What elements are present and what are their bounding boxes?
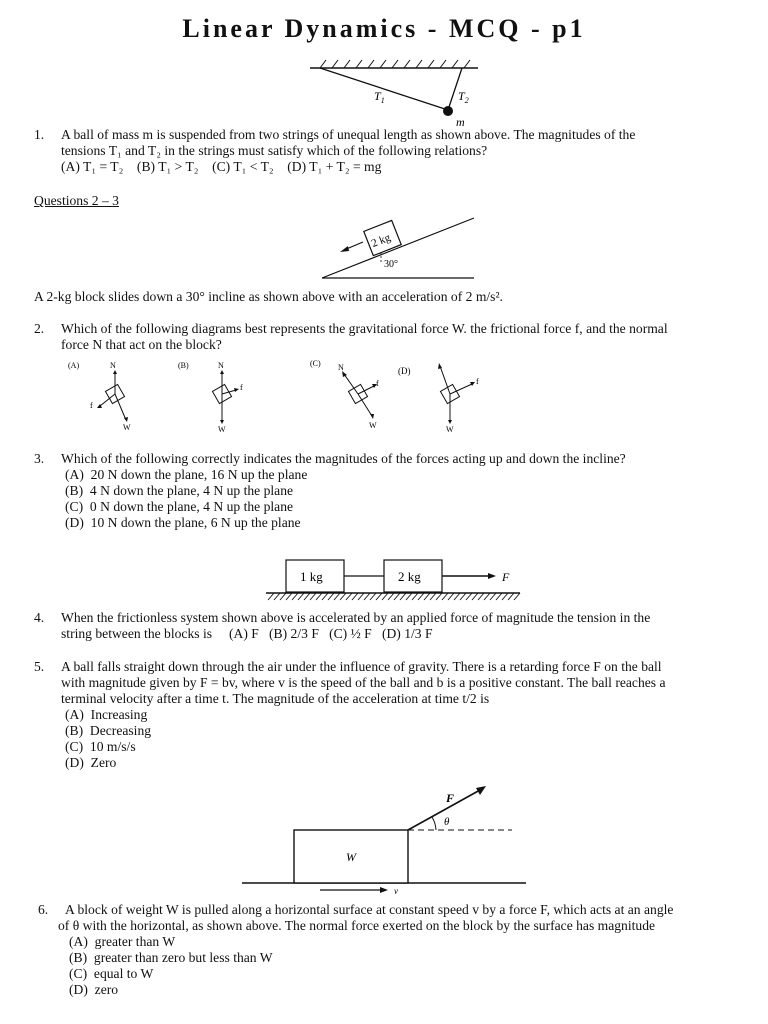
question-text: Which of the following diagrams best represents the gravitational force W. the frictional force f, and the normal (61, 321, 668, 336)
question-text: A ball of mass m is suspended from two strings of unequal length as shown above. The magnitudes of the (61, 127, 636, 142)
svg-text:N: N (338, 363, 344, 372)
svg-text:2 kg: 2 kg (369, 231, 393, 250)
svg-text:1 kg: 1 kg (300, 569, 323, 584)
question-number: 1. (34, 127, 45, 142)
option-c: (C) equal to W (69, 966, 154, 981)
questions-2-3-heading: Questions 2 – 3 (34, 193, 119, 208)
svg-text:F: F (446, 791, 455, 805)
svg-text:2 kg: 2 kg (398, 569, 421, 584)
svg-text:W: W (369, 421, 377, 430)
option-d: (D) 10 N down the plane, 6 N up the plane (65, 515, 301, 530)
question-text: When the frictionless system shown above is accelerated by an applied force of magnitude the tension in the (61, 610, 651, 625)
fbd-diagrams (60, 356, 500, 432)
question-options: string between the blocks is (A) F (B) 2/3 F (C) ½ F (D) 1/3 F (61, 626, 433, 641)
question-text: terminal velocity after a time t. The magnitude of the acceleration at time t/2 is (61, 691, 490, 706)
svg-text:W: W (446, 425, 454, 432)
svg-text:(C): (C) (310, 359, 321, 368)
questions-2-3-intro: A 2-kg block slides down a 30° incline as shown above with an acceleration of 2 m/s². (34, 289, 503, 304)
option-b: (B) 4 N down the plane, 4 N up the plane (65, 483, 294, 498)
t1-label: $T_1$ (374, 89, 385, 105)
question-text: tensions T₁ and T₂ in the strings must satisfy which of the following relations? (61, 143, 488, 158)
question-number: 4. (34, 610, 45, 625)
question-number: 6. (38, 902, 49, 917)
option-a: (A) 20 N down the plane, 16 N up the plane (65, 467, 308, 482)
option-b: (B) greater than zero but less than W (69, 950, 273, 965)
svg-text:N: N (110, 361, 116, 370)
svg-text:f: f (240, 383, 243, 392)
q1-figure (300, 56, 490, 128)
svg-text:(B): (B) (178, 361, 189, 370)
m-label: m (456, 115, 465, 128)
question-text: with magnitude given by F = bv, where v is the speed of the ball and b is a positive constant. The ball reaches a (61, 675, 666, 690)
fbd-option-d (398, 363, 479, 432)
question-text: Which of the following correctly indicates the magnitudes of the forces acting up and down the incline? (61, 451, 626, 466)
svg-text:W: W (218, 425, 226, 432)
svg-text:f: f (376, 379, 379, 388)
svg-text:(A): (A) (68, 361, 80, 370)
svg-text:N: N (218, 361, 224, 370)
option-b: (B) Decreasing (65, 723, 152, 738)
option-a: (A) greater than W (69, 934, 176, 949)
question-number: 3. (34, 451, 45, 466)
question-text: force N that act on the block? (61, 337, 222, 352)
question-options: (A) T₁ = T₂ (B) T₁ > T₂ (C) T₁ < T₂ (D) T₁ + T₂ = mg (61, 159, 382, 174)
q4-figure (262, 556, 524, 602)
fbd-option-c (310, 359, 379, 430)
ball-mass (443, 106, 453, 116)
question-number: 2. (34, 321, 45, 336)
option-c: (C) 0 N down the plane, 4 N up the plane (65, 499, 294, 514)
page-title: Linear Dynamics - MCQ - p1 (182, 14, 586, 43)
fbd-option-a (68, 361, 131, 432)
incline-figure (318, 216, 478, 282)
svg-text:W: W (346, 850, 356, 864)
t2-label: $T_2$ (458, 89, 469, 105)
question-number: 5. (34, 659, 45, 674)
option-d: (D) zero (69, 982, 119, 997)
svg-text:(D): (D) (398, 366, 411, 376)
svg-text:v: v (394, 886, 398, 896)
option-c: (C) 10 m/s/s (65, 739, 136, 754)
question-text: of θ with the horizontal, as shown above. The normal force exerted on the block by the surface has magnitude (58, 918, 656, 933)
option-d: (D) Zero (65, 755, 117, 770)
angle-label: 30° (384, 259, 398, 270)
svg-text:f: f (90, 401, 93, 410)
question-text: A block of weight W is pulled along a horizontal surface at constant speed v by a force F, which acts at an angle (65, 902, 674, 917)
question-text: A ball falls straight down through the air under the influence of gravity. There is a retarding force F on the ball (61, 659, 662, 674)
svg-text:θ: θ (444, 816, 450, 828)
svg-text:F: F (502, 570, 510, 584)
fbd-option-b (178, 361, 243, 432)
q6-figure (240, 782, 530, 898)
option-a: (A) Increasing (65, 707, 148, 722)
svg-text:f: f (476, 377, 479, 386)
svg-text:W: W (123, 423, 131, 432)
